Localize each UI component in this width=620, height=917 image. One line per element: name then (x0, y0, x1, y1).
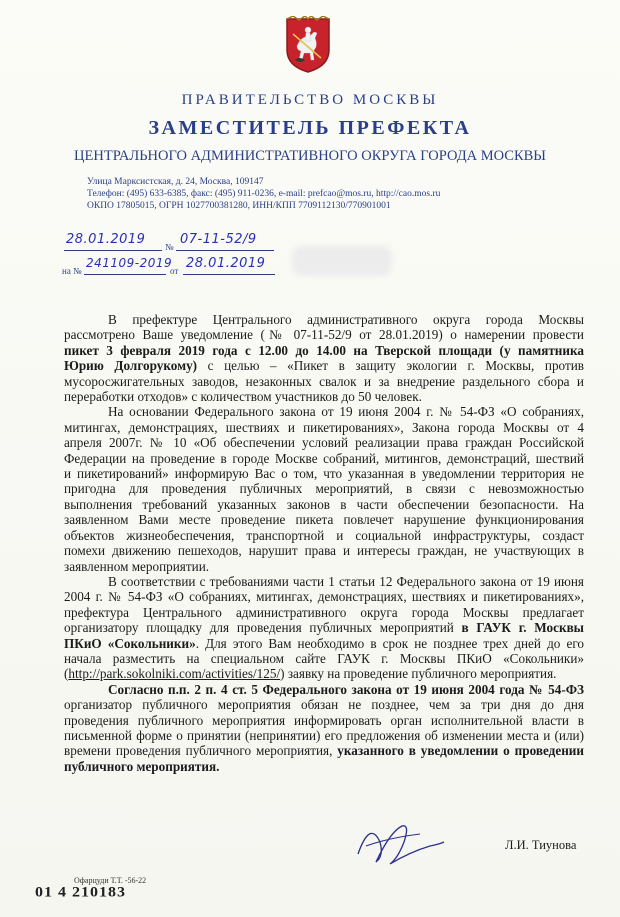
body-text: префектура Центрального административного округа города Москвы предлагает (64, 604, 584, 620)
body-text: организатор публичного мероприятия обязан не позднее, чем за три дня до дня (64, 697, 584, 713)
body-line (64, 759, 584, 774)
body-text: Федерации на проведение в городе Москве собраний, митингов, демонстраций, шествий (64, 450, 584, 466)
body-text: митингах, демонстрациях, шествиях и пикетированиях», Закона города Москвы от 4 (64, 419, 584, 435)
body-line (64, 343, 584, 358)
deputy-prefect-title: ЗАМЕСТИТЕЛЬ ПРЕФЕКТА (148, 117, 472, 139)
body-text: На основании Федерального закона от 19 июня 2004 г. № 54-ФЗ «О собраниях, (108, 404, 584, 420)
body-text: в ГАУК г. Москвы (461, 620, 584, 636)
body-line (64, 451, 584, 466)
body-paragraph (64, 312, 584, 404)
handwritten-signature (340, 812, 450, 872)
body-line (64, 512, 584, 527)
body-line (64, 497, 584, 512)
handwritten-date: 28.01.2019 (66, 232, 146, 247)
body-line (64, 651, 584, 666)
body-text: указанного в уведомлении о проведении (337, 743, 584, 759)
body-line (64, 743, 584, 758)
body-line (64, 481, 584, 496)
body-line (64, 358, 584, 373)
body-line (64, 435, 584, 450)
body-line (64, 327, 584, 342)
body-line (64, 543, 584, 558)
body-line (64, 697, 584, 712)
body-line (64, 528, 584, 543)
body-paragraph (64, 574, 584, 682)
body-line (64, 666, 584, 681)
body-text: рассмотрено Ваше уведомление (№ 07-11-52/9 от 28.01.2019) о намерении провести (64, 327, 584, 343)
moscow-coat-of-arms-icon (283, 16, 333, 74)
body-line (64, 374, 584, 389)
body-text: с целью – «Пикет в защиту экологии г. Москвы, против (197, 358, 584, 374)
body-text: начала разместить на специальном сайте ГАУК г. Москвы ПКиО «Сокольники» (64, 650, 584, 666)
body-text: ( (64, 666, 69, 682)
handwritten-reference-number: 241109-2019 (86, 256, 173, 270)
body-line (64, 389, 584, 404)
body-line (64, 574, 584, 589)
body-text: объектов жизнеобеспечения, транспортной и социальной инфраструктуры, создаст (64, 527, 584, 543)
body-text: В префектуре Центрального административного округа города Москвы (108, 312, 584, 327)
body-paragraph (64, 404, 584, 573)
registry-codes-line: ОКПО 17805015, ОГРН 1027700381280, ИНН/КПП 7709112130/770901001 (87, 201, 391, 211)
address-line: Улица Марксистская, д. 24, Москва, 109147 (87, 177, 264, 187)
body-text: переработки отходов» с количеством участников до 50 человек. (64, 389, 422, 405)
body-text: проведения публичного мероприятия информировать орган исполнительной власти в (64, 712, 584, 728)
body-text: пикет 3 февраля 2019 года с 12.00 до 14.00 на Тверской площади (у памятника (64, 342, 584, 358)
body-text: апреля 2007г. № 10 «Об обеспечении условий реализации права граждан Российской (64, 435, 584, 451)
body-line (64, 605, 584, 620)
contacts-line: Телефон: (495) 633-6385, факс: (495) 911-0236, e-mail: prefcao@mos.ru, http://cao.mos.ru (87, 189, 441, 199)
body-text: публичного мероприятия. (64, 758, 220, 774)
handwritten-reference-date: 28.01.2019 (186, 256, 266, 271)
body-line (64, 589, 584, 604)
body-text: выполнения требований указанных законов в части обеспечении безопасности. На (64, 496, 584, 512)
form-serial-number: 01 4 210183 (35, 884, 126, 901)
district-title: ЦЕНТРАЛЬНОГО АДМИНИСТРАТИВНОГО ОКРУГА ГОРОДА МОСКВЫ (74, 148, 546, 164)
government-title: ПРАВИТЕЛЬСТВО МОСКВЫ (181, 92, 439, 108)
body-line (64, 404, 584, 419)
signer-name: Л.И. Тиунова (505, 838, 577, 852)
body-text: пригодна для проведения публичных мероприятий, в связи с невозможностью (64, 481, 584, 497)
body-text: времени проведения публичного мероприятия, (64, 743, 338, 759)
body-line (64, 620, 584, 635)
number-label: № (165, 242, 174, 252)
body-text: ПКиО «Сокольники» (64, 635, 196, 651)
body-text: и пикетирований» информирую Вас о том, что указанная в уведомлении территория не (64, 466, 584, 482)
body-paragraph (64, 682, 584, 774)
body-line (64, 713, 584, 728)
body-line (64, 682, 584, 697)
letter-body (64, 312, 584, 774)
body-text: заявленном Вами месте проведение пикета повлечет нарушение функционирования (64, 512, 584, 528)
body-text: письменной форме о принятии (непринятии) его предложения об изменении места и (или) (64, 727, 584, 743)
address-block (87, 176, 440, 212)
sokolniki-link[interactable]: http://park.sokolniki.com/activities/125/ (68, 666, 281, 682)
body-text: Юрию Долгорукому) (64, 358, 198, 374)
reference-number-label: на № (62, 266, 82, 276)
body-text: заявленном мероприятии. (64, 558, 210, 574)
body-line (64, 466, 584, 481)
body-line (64, 559, 584, 574)
body-line (64, 636, 584, 651)
handwritten-number: 07-11-52/9 (180, 232, 257, 247)
reference-date-label: от (170, 266, 179, 276)
body-text: организатору площадку для проведения публичных мероприятий (64, 620, 462, 636)
print-info: Офарцуди Т.Т. -56-22 (74, 876, 147, 885)
body-line (64, 312, 584, 327)
body-text: 2004 г. № 54-ФЗ «О собраниях, митингах, демонстрациях, шествиях и пикетированиях», (64, 589, 584, 605)
body-text: . Для этого Вам необходимо в срок не позднее трех дней до его (195, 635, 584, 651)
body-line (64, 420, 584, 435)
body-text: ) заявку на проведение публичного мероприятия. (280, 666, 557, 682)
redacted-addressee (292, 246, 392, 276)
body-line (64, 728, 584, 743)
body-text: помехи движению пешеходов, нарушит права и интересы граждан, не участвующих в (64, 543, 584, 559)
body-text: Согласно п.п. 2 п. 4 ст. 5 Федерального закона от 19 июня 2004 года № 54-ФЗ (108, 681, 584, 697)
body-text: В соответствии с требованиями части 1 статьи 12 Федерального закона от 19 июня (108, 573, 584, 589)
body-text: мусоросжигательных заводов, незаконных свалок и за внедрение раздельного сбора и (64, 373, 584, 389)
